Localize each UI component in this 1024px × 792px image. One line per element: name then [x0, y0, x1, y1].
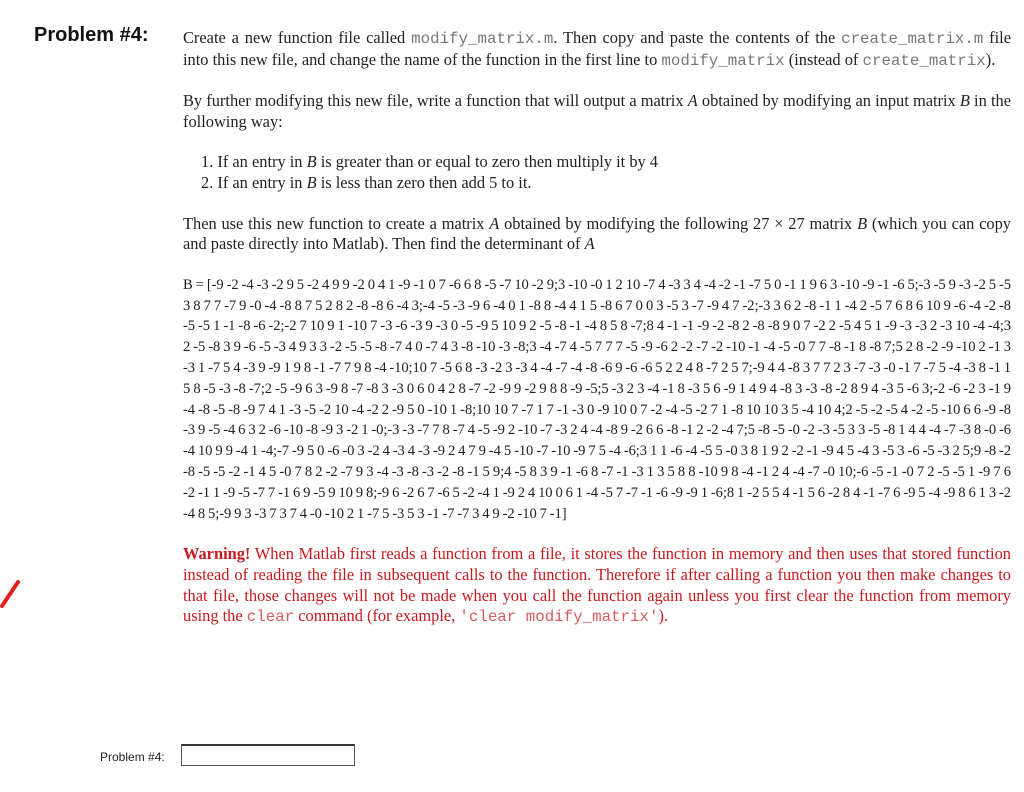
code-old-name: create_matrix — [862, 51, 986, 70]
answer-input[interactable] — [181, 744, 355, 766]
task-paragraph: By further modifying this new file, write a function that will output a matrix A obtained by modifying an input matrix B in the following way: — [183, 91, 1011, 131]
rule-item-2: 2. If an entry in B is less than zero then add 5 to it. — [201, 172, 532, 192]
instruction-paragraph: Then use this new function to create a matrix A obtained by modifying the following 27 × 27 matrix B (which you can copy and paste directly into Matlab). Then find the determinant of A — [183, 213, 1012, 254]
code-source-file: create_matrix.m — [841, 30, 984, 48]
problem-content — [183, 28, 1011, 628]
code-new-name: modify_matrix — [661, 51, 785, 70]
problem-heading: Problem #4: — [34, 24, 149, 46]
matrix-data: B = [-9 -2 -4 -3 -2 9 5 -2 4 9 9 -2 0 4 1 -9 -1 0 7 -6 6 8 -5 -7 10 -2 9;3 -10 -0 1 2 10 -7 4 -3 3 4 -4 -2 -1 -7 5 0 -1 1 9 6 3 -10 -9 -1 -6 5;-3 -5 9 -3 -2 5 -5 3 8 7 7 -7 9 -0 -4 -8 8 7 5 2 8 2 -8 -8 6 -4 3;-4 -5 -3 -9 6 -4 0 1 -8 8 -4 4 1 5 -8 6 7 0 0 3 -5 3 -7 -9 4 7 -2;-3 3 6 2 -8 -1 1 -4 2 -5 7 6 8 6 10 9 -6 -4 -2 -8 -5 -5 1 -1 -8 -6 -2;-2 7 10 9 1 -10 7 -3 -6 -3 9 -3 0 -5 -9 5 10 9 2 -5 -8 -1 -4 8 5 8 -7;8 4 -1 -1 -9 -2 -8 2 -8 -8 9 0 7 -2 2 -5 4 5 1 -9 -3 -3 2 -3 10 -4 -4;3 2 -5 -8 3 9 -6 -5 -3 4 9 3 3 -2 -5 -5 -8 -7 4 0 -7 4 3 -8 -10 -3 -8;3 -4 -7 4 -5 7 7 7 -5 -9 -6 2 -2 -7 -2 -10 -1 -4 -5 -0 7 7 -8 -1 8 -8 7;5 2 8 -2 -9 -10 2 -1 3 -3 1 -7 5 4 -3 9 -9 1 9 8 -1 -7 7 9 8 -4 -10;10 7 -5 6 8 -3 -2 3 -3 4 -4 -7 -4 -8 -6 9 -6 -6 5 2 2 4 8 -7 2 5 7;-9 4 4 -8 3 7 7 2 3 -7 -3 -0 -1 7 -7 5 -4 -3 8 -1 1 5 8 -5 -3 -8 -7;2 -5 -9 6 3 -9 8 -7 -8 3 -3 0 6 0 4 2 8 -7 -2 -9 9 -2 9 8 8 -9 -5;5 -3 2 3 -4 -1 8 -3 5 6 -9 1 4 9 4 -8 3 -3 -8 -2 8 9 4 -3 5 -6 3;-2 -6 -2 3 -1 9 -4 -8 -5 -8 -9 7 4 1 -3 -5 -2 10 -4 -2 2 -9 5 0 -10 1 -8;10 10 7 -7 1 7 -1 -3 0 -9 10 0 7 -2 -4 -5 -2 7 1 -8 10 10 3 5 -4 10 4;2 -5 -2 -5 4 -2 -5 -10 6 6 -9 -8 -3 9 -5 -4 6 3 2 -6 -10 -8 -9 3 -2 1 -0;-3 -3 -7 7 8 -7 4 -5 -9 2 -10 -7 -3 2 4 -4 -8 9 -2 6 6 -8 -1 2 -2 -4 7;5 -8 -5 -0 -2 -3 -5 3 3 -5 -8 1 4 4 -4 -7 -3 8 -0 -6 -4 10 9 9 -4 1 -4;-7 -9 5 0 -6 -0 3 -2 4 -3 4 -3 -9 2 4 7 9 -4 5 -10 -7 -10 -9 7 5 -4 -6;3 1 1 -6 -4 -5 5 -0 3 8 1 9 2 -2 -1 -9 4 5 -4 3 -5 3 -6 -5 -3 2 5;9 -8 -2 -8 -5 -5 -2 -1 4 5 -0 7 8 2 -2 -7 9 3 -4 -3 -8 -3 -2 -8 -1 5 9;4 -5 8 3 9 -1 -6 8 -7 -1 -3 1 3 5 8 8 -10 9 8 -4 -1 2 4 -4 -7 -0 10;-6 -5 -1 -0 7 2 -5 -5 1 -9 7 6 -2 -1 1 -9 -5 -7 7 -1 6 9 -5 9 10 9 8;-9 6 -2 6 7 -6 5 -2 -4 1 -9 2 4 10 0 6 1 -4 -5 7 -7 -1 -6 -9 -9 1 -6;8 1 -2 5 5 4 -1 5 6 -2 8 4 -1 -7 6 -9 5 -4 -9 8 6 1 3 -2 -4 8 5;-9 9 3 -3 7 3 7 4 -0 -10 2 1 -7 5 -3 5 3 -1 -7 -7 3 4 9 -2 -10 7 -1] — [183, 276, 1011, 522]
code-clear-example: 'clear modify_matrix' — [459, 608, 659, 627]
rule-item-1: 1. If an entry in B is greater than or equal to zero then multiply it by 4 — [201, 152, 659, 172]
red-check-mark-icon — [0, 578, 30, 618]
intro-paragraph: Create a new function file called modify_matrix.m. Then copy and paste the contents of the create_matrix.m file into this new file, and change the name of the function in the first line to modify_matrix (instead of create_matrix). — [183, 28, 1011, 70]
rules-list — [183, 152, 1011, 193]
warning-label: Warning! — [183, 544, 251, 564]
code-clear: clear — [246, 608, 295, 627]
warning-paragraph: Warning! When Matlab first reads a function from a file, it stores the function in memory and then uses that stored function instead of reading the file in subsequent calls to the function. Therefore if after calling a function you then make changes to that file, those changes will not be made when you call the function again unless you first clear the function from memory using the clear command (for example, 'clear modify_matrix'). — [183, 544, 1011, 627]
code-filename: modify_matrix.m — [411, 30, 554, 48]
answer-label: Problem #4: — [100, 750, 165, 764]
